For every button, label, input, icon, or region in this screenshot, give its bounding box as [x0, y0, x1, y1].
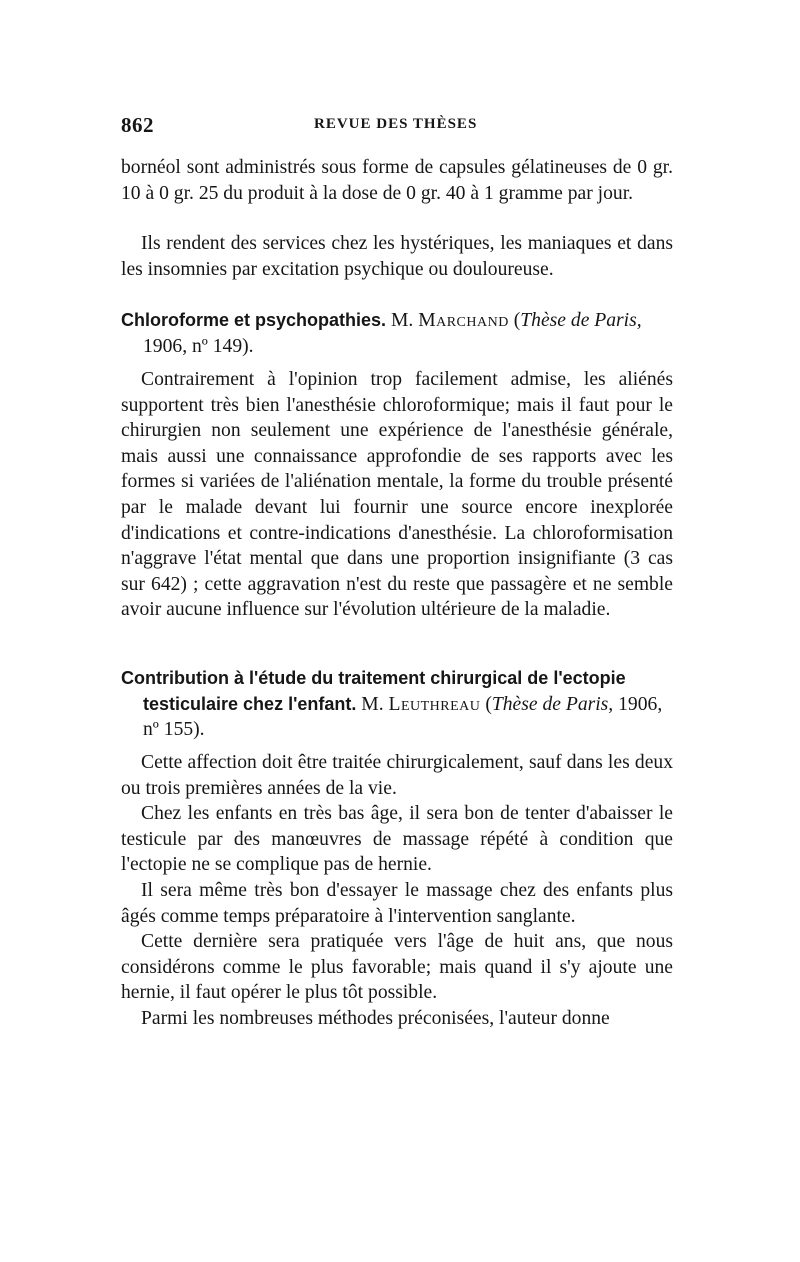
intro-paragraph-1: bornéol sont administrés sous forme de capsules gélatineuses de 0 gr. 10 à 0 gr. 25 du produit à la dose de 0 gr. 40 à 1 gramme par jour. [121, 157, 673, 204]
section-2-source: Thèse de Paris, [491, 693, 614, 715]
section-2-paragraph-2: Chez les enfants en très bas âge, il sera bon de tenter d'abaisser le testicule par des manœuvres de massage répété à condition que l'ectopie ne se complique pas de hernie. [121, 803, 673, 876]
section-1-details: 1906, nº 149). [143, 335, 254, 357]
section-1-author: Marchand [418, 310, 509, 331]
section-1-author-prefix: M. [390, 310, 414, 331]
section-1-title: Chloroforme et psychopathies. [121, 310, 387, 330]
section-2-author-prefix: M. [361, 693, 384, 715]
section-2-body [121, 750, 673, 1032]
intro-paragraph-2: Ils rendent des services chez les hystériques, les maniaques et dans les insomnies par excitation psychique ou douloureuse. [121, 233, 673, 280]
section-2-open-paren: ( [485, 693, 492, 715]
page-header [121, 113, 673, 143]
section-2-paragraph-5: Parmi les nombreuses méthodes préconisées, l'auteur donne [141, 1007, 610, 1029]
section-1-open-paren: ( [513, 310, 521, 331]
section-1-body: Contrairement à l'opinion trop facilement admise, les aliénés supportent très bien l'anesthésie chloroformique; mais il faut pour le chirurgien non seulement une expérience de l'anesthésie générale, mais aussi une connaissance approfondie de ses rapports avec les formes si variées de l'aliénation mentale, la forme du trouble présenté par le malade devant lui fournir une source encore inexplorée d'indications et contre-indications d'anesthésie. La chloroformisation n'aggrave l'état mental que dans une proportion insignifiante (3 cas sur 642) ; cette aggravation n'est du reste que passagère et ne semble avoir aucune influence sur l'évolution ultérieure de la maladie. [121, 369, 673, 621]
section-2-paragraph-1: Cette affection doit être traitée chirurgicalement, sauf dans les deux ou trois premières années de la vie. [121, 752, 673, 799]
section-2-details: 1906, nº 155). [143, 693, 663, 741]
section-2-paragraph-4: Cette dernière sera pratiquée vers l'âge de huit ans, que nous considérons comme le plus favorable; mais quand il s'y ajoute une hernie, il faut opérer le plus tôt possible. [121, 931, 673, 1004]
running-title: REVUE DES THÈSES [314, 116, 478, 132]
section-1-source: Thèse de Paris, [520, 310, 642, 331]
section-2-heading [121, 666, 673, 743]
section-2-author: Leuthreau [388, 693, 481, 715]
page-number: 862 [121, 113, 154, 137]
section-2-paragraph-3: Il sera même très bon d'essayer le massage chez des enfants plus âgés comme temps préparatoire à l'intervention sanglante. [121, 879, 673, 927]
section-1-heading [121, 308, 673, 359]
section-2-title: Contribution à l'étude du traitement chirurgical de l'ectopie testiculaire chez l'enfant. [121, 668, 626, 714]
